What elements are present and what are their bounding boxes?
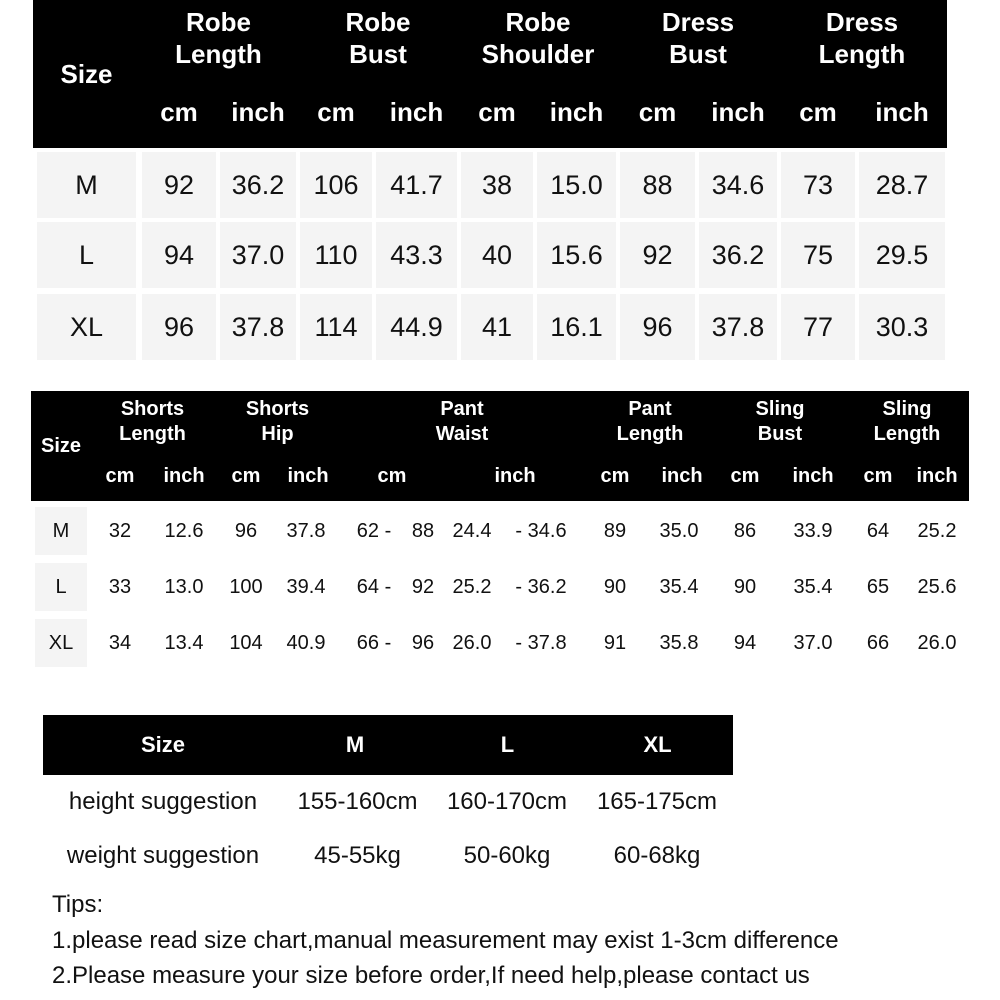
- table2-column-group-header: Sling Length: [873, 398, 941, 445]
- table2-cell: 62 -: [356, 519, 392, 542]
- table1-cell: 34.6: [699, 152, 777, 218]
- table1-cell: 94: [142, 222, 216, 288]
- table2-cell: 26.0: [452, 631, 492, 654]
- table2-cell: 64 -: [356, 575, 392, 598]
- table2-unit-header: cm: [863, 464, 893, 487]
- table2-unit-header: cm: [105, 464, 135, 487]
- table2-cell: 100: [229, 575, 263, 598]
- table1-unit-header: cm: [478, 96, 516, 127]
- table2-column-group-header: Pant Waist: [435, 398, 489, 445]
- table1-unit-header: inch: [389, 96, 444, 127]
- table1-cell: 77: [781, 294, 855, 360]
- table2-cell: 35.4: [659, 575, 699, 598]
- table2-unit-header: inch: [287, 464, 329, 487]
- table1-cell: 15.6: [537, 222, 616, 288]
- table1-unit-header: inch: [711, 96, 765, 127]
- table2-cell: 25.2: [917, 519, 957, 542]
- table1-cell: 30.3: [859, 294, 945, 360]
- table2-cell: 12.6: [164, 519, 204, 542]
- table1-cell: 110: [300, 222, 372, 288]
- table2-cell: 25.2: [452, 575, 492, 598]
- table3-cell: 155-160cm: [297, 788, 418, 815]
- table3-cell: 50-60kg: [463, 842, 551, 869]
- tips-title: Tips:: [52, 891, 104, 918]
- table1-cell: 36.2: [220, 152, 296, 218]
- table1-column-group-header: Robe Shoulder: [481, 6, 595, 69]
- table2-cell: 89: [603, 519, 627, 542]
- table1-column-group-header: Dress Bust: [661, 6, 735, 69]
- table1-cell: 44.9: [376, 294, 457, 360]
- table2-cell: 91: [603, 631, 627, 654]
- table1-column-group-header: Dress Length: [818, 6, 906, 69]
- table3-header: L: [500, 732, 515, 758]
- table2-cell: 65: [866, 575, 890, 598]
- table1-unit-header: inch: [875, 96, 929, 127]
- table1-cell: 37.8: [220, 294, 296, 360]
- table2-cell: 13.4: [164, 631, 204, 654]
- table2-cell: 26.0: [917, 631, 957, 654]
- table2-size-label: XL: [35, 619, 87, 667]
- table3-cell: 160-170cm: [446, 788, 568, 815]
- table3-header: Size: [140, 732, 186, 758]
- table2-unit-header: cm: [231, 464, 261, 487]
- table1-unit-header: cm: [317, 96, 355, 127]
- table1-cell: 41.7: [376, 152, 457, 218]
- table1-cell: 96: [620, 294, 695, 360]
- table2-cell: 90: [733, 575, 757, 598]
- table2-cell: 37.8: [286, 519, 326, 542]
- table3-cell: 165-175cm: [596, 788, 718, 815]
- table2-cell: 33.9: [793, 519, 833, 542]
- table2-size-header: Size: [40, 434, 82, 457]
- table1-unit-header: cm: [160, 96, 198, 127]
- table1-unit-header: inch: [549, 96, 604, 127]
- table2-cell: - 34.6: [515, 519, 567, 542]
- table2-cell: 35.0: [659, 519, 699, 542]
- table2-cell: 34: [108, 631, 132, 654]
- table2-cell: 64: [866, 519, 890, 542]
- table3-header: XL: [643, 732, 672, 758]
- table2-cell: 33: [108, 575, 132, 598]
- table2-unit-header: inch: [661, 464, 703, 487]
- table2-column-group-header: Shorts Length: [119, 398, 186, 445]
- tip-line: 2.Please measure your size before order,If need help,please contact us: [52, 962, 810, 989]
- table2-cell: 66: [866, 631, 890, 654]
- table1-cell: 96: [142, 294, 216, 360]
- table1-size-header: Size: [60, 58, 113, 89]
- table1-cell: 37.0: [220, 222, 296, 288]
- table2-cell: 90: [603, 575, 627, 598]
- table2-unit-header: cm: [600, 464, 630, 487]
- table1-cell: 73: [781, 152, 855, 218]
- table2-column-group-header: Pant Length: [616, 398, 684, 445]
- table2-cell: 94: [733, 631, 757, 654]
- table2-cell: 25.6: [917, 575, 957, 598]
- table2-unit-header: cm: [377, 464, 407, 487]
- table1-unit-header: cm: [638, 96, 677, 127]
- table2-unit-header: cm: [730, 464, 760, 487]
- table3-row-label: height suggestion: [68, 788, 258, 815]
- table1-cell: 43.3: [376, 222, 457, 288]
- table1-cell: 92: [620, 222, 695, 288]
- table2-size-label: M: [35, 507, 87, 555]
- table2-cell: 37.0: [793, 631, 833, 654]
- table2-column-group-header: Shorts Hip: [245, 398, 310, 445]
- table1-cell: 92: [142, 152, 216, 218]
- table1-cell: 106: [300, 152, 372, 218]
- table2-unit-header: inch: [916, 464, 958, 487]
- table2-unit-header: inch: [163, 464, 205, 487]
- table2-cell: 40.9: [286, 631, 326, 654]
- table2-cell: 96: [411, 631, 435, 654]
- table2-cell: 13.0: [164, 575, 204, 598]
- table1-column-group-header: Robe Bust: [345, 6, 411, 69]
- table2-column-group-header: Sling Bust: [755, 398, 805, 445]
- table1-cell: 114: [300, 294, 372, 360]
- table1-cell: 40: [461, 222, 533, 288]
- table1-cell: 28.7: [859, 152, 945, 218]
- table2-cell: 92: [411, 575, 435, 598]
- table2-size-label: L: [35, 563, 87, 611]
- table2-cell: 96: [234, 519, 258, 542]
- table1-cell: 88: [620, 152, 695, 218]
- table2-cell: - 36.2: [515, 575, 567, 598]
- table1-size-label: XL: [37, 294, 136, 360]
- table1-cell: 75: [781, 222, 855, 288]
- table1-cell: 41: [461, 294, 533, 360]
- table1-cell: 38: [461, 152, 533, 218]
- table2-cell: 86: [733, 519, 757, 542]
- table2-unit-header: inch: [792, 464, 834, 487]
- table1-cell: 36.2: [699, 222, 777, 288]
- table2-cell: 35.8: [659, 631, 699, 654]
- table1-cell: 16.1: [537, 294, 616, 360]
- table3-header: M: [345, 732, 365, 758]
- tip-line: 1.please read size chart,manual measurement may exist 1-3cm difference: [52, 927, 839, 954]
- table2-cell: 39.4: [286, 575, 326, 598]
- table1-unit-header: inch: [231, 96, 285, 127]
- table1-cell: 37.8: [699, 294, 777, 360]
- table1-unit-header: cm: [799, 96, 837, 127]
- table1-cell: 29.5: [859, 222, 945, 288]
- table2-cell: - 37.8: [515, 631, 567, 654]
- table3-cell: 45-55kg: [314, 842, 401, 869]
- table2-cell: 66 -: [356, 631, 392, 654]
- table2-unit-header: inch: [494, 464, 536, 487]
- table2-cell: 104: [229, 631, 263, 654]
- table2-cell: 24.4: [452, 519, 492, 542]
- table1-size-label: M: [37, 152, 136, 218]
- table1-size-label: L: [37, 222, 136, 288]
- table3-row-label: weight suggestion: [66, 842, 260, 869]
- table2-cell: 32: [108, 519, 132, 542]
- table1-column-group-header: Robe Length: [175, 6, 262, 69]
- table1-cell: 15.0: [537, 152, 616, 218]
- table3-cell: 60-68kg: [613, 842, 701, 869]
- table2-cell: 88: [411, 519, 435, 542]
- table2-cell: 35.4: [793, 575, 833, 598]
